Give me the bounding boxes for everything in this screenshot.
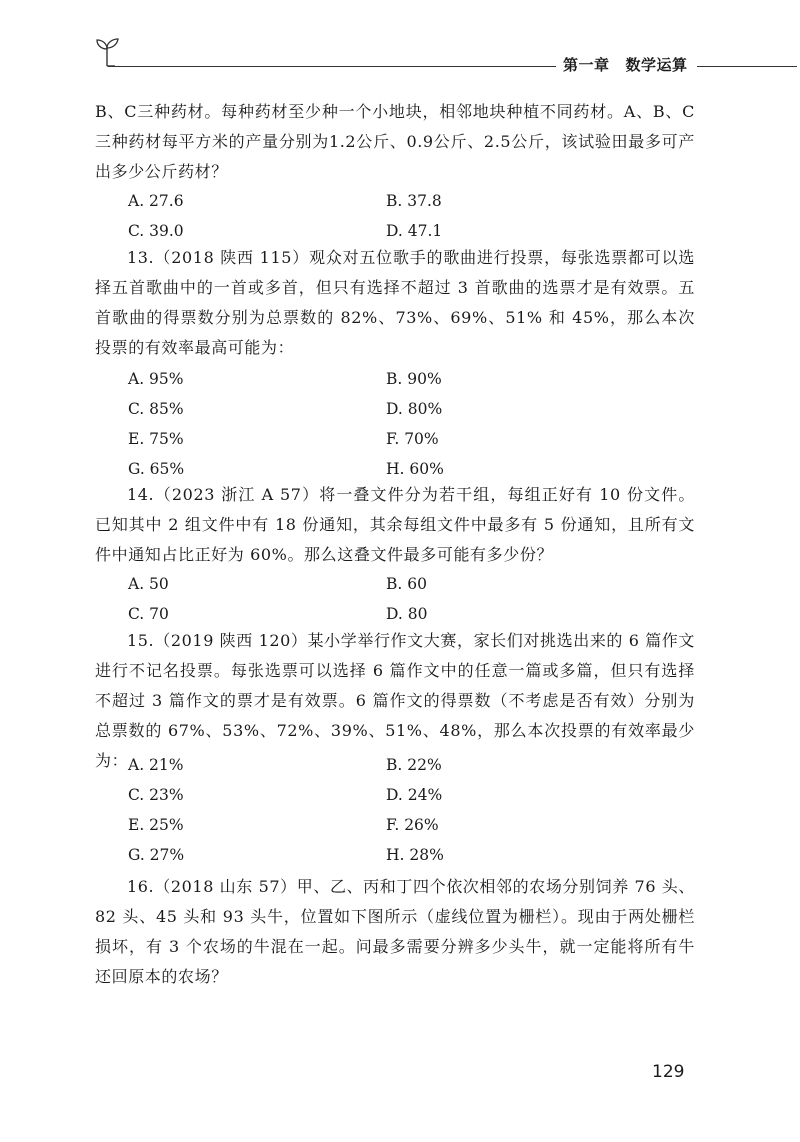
question-15-text: 15.（2019 陕西 120）某小学举行作文大赛，家长们对挑选出来的 6 篇作文进行不记名投票。每张选票可以选择 6 篇作文中的任意一篇或多篇，但只有选择不超过 3 篇作文的票才是有效票。6 篇作文的得票数（不考虑是否有效）分别为总票数的 67%、53%、72%、39%、51%、48%，那么本次投票的有效率最少为： (95, 631, 695, 770)
header-rule-left (108, 66, 556, 67)
option-row (128, 424, 688, 454)
option-row (128, 216, 688, 246)
option-c: C. 39.0 (128, 222, 184, 240)
option-g: G. 65% (128, 460, 185, 478)
option-d: D. 24% (386, 786, 443, 804)
option-f: F. 26% (386, 816, 439, 834)
option-d: D. 47.1 (386, 222, 443, 240)
option-a: A. 27.6 (128, 192, 184, 210)
option-row (128, 394, 688, 424)
option-d: D. 80 (386, 605, 428, 623)
option-g: G. 27% (128, 846, 185, 864)
page-number: 129 (652, 1062, 685, 1082)
option-e: E. 75% (128, 430, 184, 448)
option-b: B. 60 (386, 575, 427, 593)
option-row (128, 810, 688, 840)
option-h: H. 28% (386, 846, 444, 864)
chapter-label: 第一章 (563, 56, 610, 74)
option-d: D. 80% (386, 400, 443, 418)
option-c: C. 70 (128, 605, 169, 623)
question-13-text: 13.（2018 陕西 115）观众对五位歌手的歌曲进行投票，每张选票都可以选择五首歌曲中的一首或多首，但只有选择不超过 3 首歌曲的选票才是有效票。五首歌曲的得票数分别为总票数的 82%、73%、69%、51% 和 45%，那么本次投票的有效率最高可能为： (95, 248, 695, 357)
option-h: H. 60% (386, 460, 444, 478)
option-a: A. 21% (128, 756, 184, 774)
option-row (128, 364, 688, 394)
intro-question-text: B、C三种药材。每种药材至少种一个小地块，相邻地块种植不同药材。A、B、C三种药材每平方米的产量分别为1.2公斤、0.9公斤、2.5公斤，该试验田最多可产出多少公斤药材？ (95, 102, 695, 181)
option-c: C. 85% (128, 400, 184, 418)
sprout-icon (93, 36, 121, 68)
option-row (128, 569, 688, 599)
option-row (128, 780, 688, 810)
option-a: A. 95% (128, 370, 184, 388)
option-e: E. 25% (128, 816, 184, 834)
header-rule-right (697, 66, 797, 67)
option-row (128, 186, 688, 216)
option-a: A. 50 (128, 575, 169, 593)
option-row (128, 840, 688, 870)
option-b: B. 37.8 (386, 192, 442, 210)
option-c: C. 23% (128, 786, 184, 804)
running-header (563, 54, 688, 75)
option-b: B. 90% (386, 370, 442, 388)
question-16-text: 16.（2018 山东 57）甲、乙、丙和丁四个依次相邻的农场分别饲养 76 头、82 头、45 头和 93 头牛，位置如下图所示（虚线位置为栅栏）。现由于两处栅栏损坏，有 3 个农场的牛混在一起。问最多需要分辨多少头牛，就一定能将所有牛还回原本的农场？ (95, 877, 695, 986)
question-14-text: 14.（2023 浙江 A 57）将一叠文件分为若干组，每组正好有 10 份文件。已知其中 2 组文件中有 18 份通知，其余每组文件中最多有 5 份通知，且所有文件中通知占比正好为 60%。那么这叠文件最多可能有多少份？ (95, 485, 695, 564)
option-row (128, 750, 688, 780)
option-b: B. 22% (386, 756, 442, 774)
option-row (128, 599, 688, 629)
section-label: 数学运算 (625, 56, 688, 74)
option-f: F. 70% (386, 430, 439, 448)
